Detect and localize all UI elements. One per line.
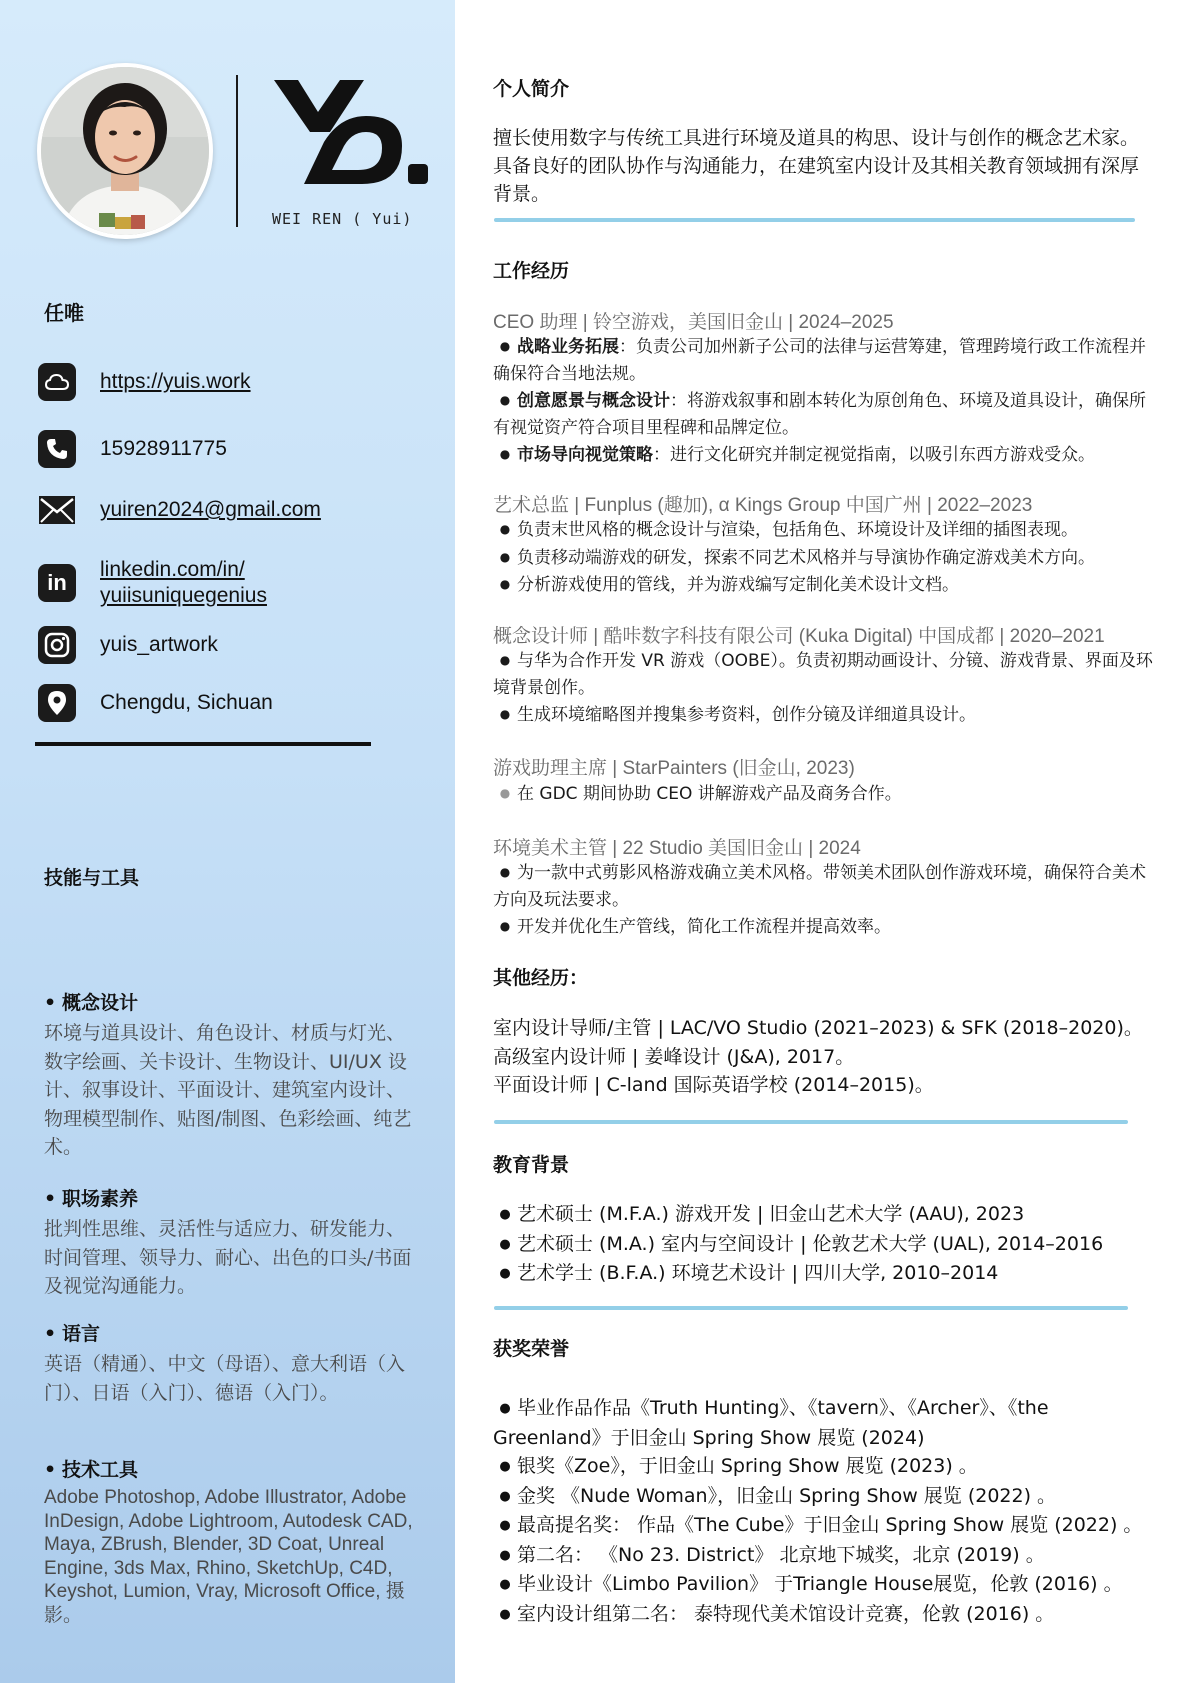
- list-item: ● 毕业设计《Limbo Pavilion》 于Triangle House展览，伦敦 (2016) 。: [493, 1570, 1158, 1600]
- skill-body: 环境与道具设计、角色设计、材质与灯光、数字绘画、关卡设计、生物设计、UI/UX 设计、叙事设计、平面设计、建筑室内设计、物理模型制作、贴图/制图、色彩绘画、纯艺术。: [44, 1022, 412, 1158]
- skill-title-text: 语言: [62, 1323, 101, 1345]
- experience-heading: 工作经历: [493, 260, 570, 282]
- contact-linkedin[interactable]: [38, 557, 267, 609]
- job-title: CEO 助理 | 铃空游戏，美国旧金山 | 2024–2025: [493, 312, 894, 333]
- skill-block-soft-skills: [44, 1184, 414, 1301]
- list-item: ● 艺术学士 (B.F.A.) 环境艺术设计 | 四川大学, 2010–2014: [493, 1259, 1153, 1289]
- cloud-icon: [38, 363, 76, 401]
- list-item: 平面设计师 | C-land 国际英语学校 (2014–2015)。: [493, 1074, 934, 1096]
- job-title: 艺术总监 | Funplus (趣加), α Kings Group 中国广州 | 2022–2023: [493, 495, 1033, 516]
- contact-location: [38, 684, 273, 722]
- linkedin-link-line2: yuiisuniquegenius: [100, 584, 267, 607]
- list-item: ● 负责移动端游戏的研发，探索不同艺术风格并与导演协作确定游戏美术方向。: [493, 544, 1158, 572]
- website-link[interactable]: https://yuis.work: [100, 370, 251, 393]
- list-item: ● 室内设计组第二名： 泰特现代美术馆设计竞赛，伦敦 (2016) 。: [493, 1600, 1158, 1630]
- list-item: [493, 333, 1158, 387]
- job-bullets: [493, 333, 1158, 469]
- job-title: 游戏助理主席 | StarPainters (旧金山, 2023): [493, 758, 855, 779]
- phone-number[interactable]: 15928911775: [100, 437, 227, 460]
- skill-body: 批判性思维、灵活性与适应力、研发能力、时间管理、领导力、耐心、出色的口头/书面及视觉沟通能力。: [44, 1218, 412, 1297]
- signature: WEI REN ( Yui): [272, 210, 413, 228]
- skill-title: • 概念设计: [44, 992, 139, 1014]
- list-item: ● 艺术硕士 (M.F.A.) 游戏开发 | 旧金山艺术大学 (AAU), 2023: [493, 1200, 1153, 1230]
- list-item: ● 第二名： 《No 23. District》 北京地下城奖，北京 (2019) 。: [493, 1541, 1158, 1571]
- skill-title: • 技术工具: [44, 1459, 139, 1481]
- linkedin-icon: in: [38, 564, 76, 602]
- contact-instagram[interactable]: [38, 626, 218, 664]
- job-bullets: [493, 780, 1158, 808]
- sidebar-divider: [35, 742, 371, 746]
- yd-logo: [270, 72, 430, 190]
- list-item: ● 银奖《Zoe》，于旧金山 Spring Show 展览 (2023) 。: [493, 1452, 1158, 1482]
- bullet-text: ：进行文化研究并制定视觉指南，以吸引东西方游戏受众。: [653, 445, 1095, 465]
- bullet-bold: 创意愿景与概念设计: [517, 391, 670, 411]
- job-title: 概念设计师 | 酷咔数字科技有限公司 (Kuka Digital) 中国成都 | 2020–2021: [493, 626, 1105, 647]
- instagram-handle[interactable]: yuis_artwork: [100, 633, 218, 656]
- instagram-icon: [38, 626, 76, 664]
- sidebar: [0, 0, 455, 1683]
- education-list: [493, 1200, 1153, 1289]
- list-item: 室内设计导师/主管 | LAC/VO Studio (2021–2023) & SFK (2018–2020)。: [493, 1017, 1143, 1039]
- section-divider: [494, 218, 1135, 222]
- skill-block-tools: [44, 1455, 414, 1627]
- list-item: [493, 441, 1158, 469]
- skill-title: • 职场素养: [44, 1188, 139, 1210]
- bullet-bold: 市场导向视觉策略: [517, 445, 653, 465]
- bullet-text: ：负责公司加州新子公司的法律与运营筹建，管理跨境行政工作流程并确保符合当地法规。: [493, 337, 1146, 384]
- list-item: ● 金奖 《Nude Woman》，旧金山 Spring Show 展览 (2022) 。: [493, 1482, 1158, 1512]
- other-experience-list: [493, 1014, 1153, 1100]
- education-heading: 教育背景: [493, 1154, 570, 1176]
- skill-title-text: 职场素养: [62, 1188, 139, 1210]
- contact-website[interactable]: [38, 363, 251, 401]
- list-item: ● 生成环境缩略图并搜集参考资料，创作分镜及详细道具设计。: [493, 701, 1158, 729]
- list-item: ● 与华为合作开发 VR 游戏（OOBE）。负责初期动画设计、分镜、游戏背景、界面及环境背景创作。: [493, 647, 1158, 701]
- skill-title-text: 概念设计: [62, 992, 139, 1014]
- list-item: ● 艺术硕士 (M.A.) 室内与空间设计 | 伦敦艺术大学 (UAL), 2014–2016: [493, 1230, 1153, 1260]
- list-item: ● 毕业作品作品《Truth Hunting》、《tavern》、《Archer》、《the Greenland》于旧金山 Spring Show 展览 (2024): [493, 1394, 1158, 1452]
- bullet-bold: 战略业务拓展: [517, 337, 619, 357]
- list-item: ● 分析游戏使用的管线，并为游戏编写定制化美术设计文档。: [493, 571, 1158, 599]
- section-divider: [494, 1306, 1128, 1310]
- location-pin-icon: [38, 684, 76, 722]
- job-bullets: [493, 516, 1158, 599]
- linkedin-link[interactable]: [100, 557, 267, 609]
- email-link[interactable]: yuiren2024@gmail.com: [100, 498, 321, 521]
- list-item: ● 最高提名奖： 作品《The Cube》于旧金山 Spring Show 展览 (2022) 。: [493, 1511, 1158, 1541]
- skill-block-concept: [44, 988, 414, 1162]
- linkedin-link-line1: linkedin.com/in/: [100, 558, 245, 581]
- awards-list: [493, 1394, 1158, 1629]
- list-item: ● 开发并优化生产管线，简化工作流程并提高效率。: [493, 913, 1158, 941]
- job-bullets: [493, 647, 1158, 729]
- job-title: 环境美术主管 | 22 Studio 美国旧金山 | 2024: [493, 838, 861, 859]
- skill-block-languages: [44, 1319, 414, 1407]
- mail-icon: [38, 491, 76, 529]
- section-divider: [494, 1120, 1128, 1124]
- summary-heading: 个人简介: [493, 78, 570, 100]
- list-item: ● 负责末世风格的概念设计与渲染，包括角色、环境设计及详细的插图表现。: [493, 516, 1158, 544]
- skill-title-text: 技术工具: [62, 1459, 139, 1481]
- profile-photo: [37, 63, 213, 239]
- skill-body: Adobe Photoshop, Adobe Illustrator, Adobe InDesign, Adobe Lightroom, Autodesk CAD, Maya, ZBrush, Blender, 3D Coat, Unreal Engine, 3ds Max, Rhino, SketchUp, C4D, Keyshot, Lumion, Vray, Microsoft Office, 摄影。: [44, 1487, 413, 1626]
- list-item: ● 为一款中式剪影风格游戏确立美术风格。带领美术团队创作游戏环境，确保符合美术方向及玩法要求。: [493, 859, 1158, 913]
- bullet-text: ：将游戏叙事和剧本转化为原创角色、环境及道具设计，确保所有视觉资产符合项目里程碑和品牌定位。: [493, 391, 1146, 438]
- skill-title: • 语言: [44, 1323, 101, 1345]
- header-divider: [236, 75, 238, 227]
- awards-heading: 获奖荣誉: [493, 1338, 570, 1360]
- avatar-image: [41, 67, 209, 235]
- list-item: ● 在 GDC 期间协助 CEO 讲解游戏产品及商务合作。: [493, 780, 1158, 808]
- summary-text: 擅长使用数字与传统工具进行环境及道具的构思、设计与创作的概念艺术家。具备良好的团队协作与沟通能力，在建筑室内设计及其相关教育领域拥有深厚背景。: [493, 127, 1140, 205]
- person-name: 任唯: [44, 301, 84, 325]
- list-item: 高级室内设计师 | 姜峰设计 (J&A), 2017。: [493, 1045, 855, 1068]
- other-experience-heading: 其他经历：: [493, 967, 589, 989]
- contact-email[interactable]: [38, 491, 321, 529]
- list-item: [493, 387, 1158, 441]
- job-bullets: [493, 859, 1158, 941]
- location-text: Chengdu, Sichuan: [100, 691, 273, 714]
- phone-icon: [38, 430, 76, 468]
- skill-body: 英语（精通）、中文（母语）、意大利语（入门）、日语（入门）、德语（入门）。: [44, 1353, 406, 1404]
- skills-heading: 技能与工具: [44, 867, 140, 889]
- contact-phone[interactable]: [38, 430, 227, 468]
